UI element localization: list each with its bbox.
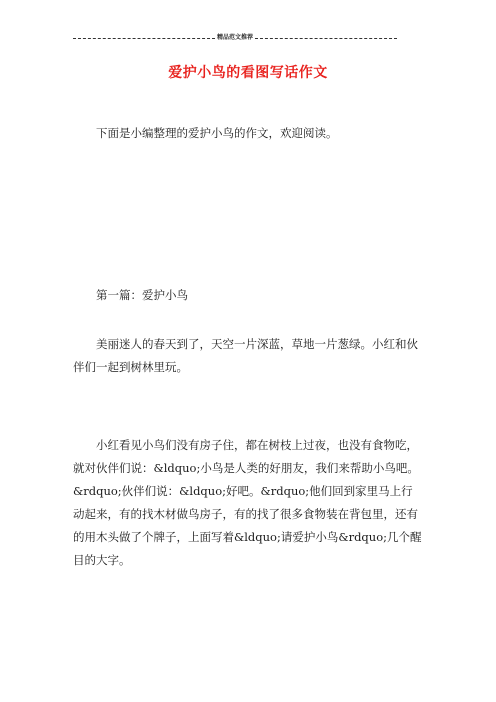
header-divider-left: [73, 38, 215, 39]
document-title: 爱护小鸟的看图写话作文: [168, 65, 328, 81]
body-paragraph-1: 美丽迷人的春天到了，天空一片深蓝，草地一片葱绿。小红和伙伴们一起到树林里玩。: [73, 337, 418, 374]
intro-paragraph: 下面是小编整理的爱护小鸟的作文，欢迎阅读。: [96, 126, 338, 140]
body-paragraph-2: 小红看见小鸟们没有房子住，都在树枝上过夜，也没有食物吃，就对伙伴们说：&ldquo;小鸟是人类的好朋友，我们来帮助小鸟吧。&rdquo;伙伴们说：&ldquo;好吧。&rdquo;他们回到家里马上行动起来，有的找木材做鸟房子，有的找了很多食物装在背包里，还有的用木头做了个牌子，上面写着&ldquo;请爱护小鸟&rdquo;几个醒目的大字。: [73, 438, 422, 567]
section-heading: 第一篇：爱护小鸟: [96, 288, 188, 302]
header-divider-right: [255, 38, 397, 39]
page-header: [73, 33, 397, 43]
header-label: 精品范文推荐: [217, 34, 254, 41]
